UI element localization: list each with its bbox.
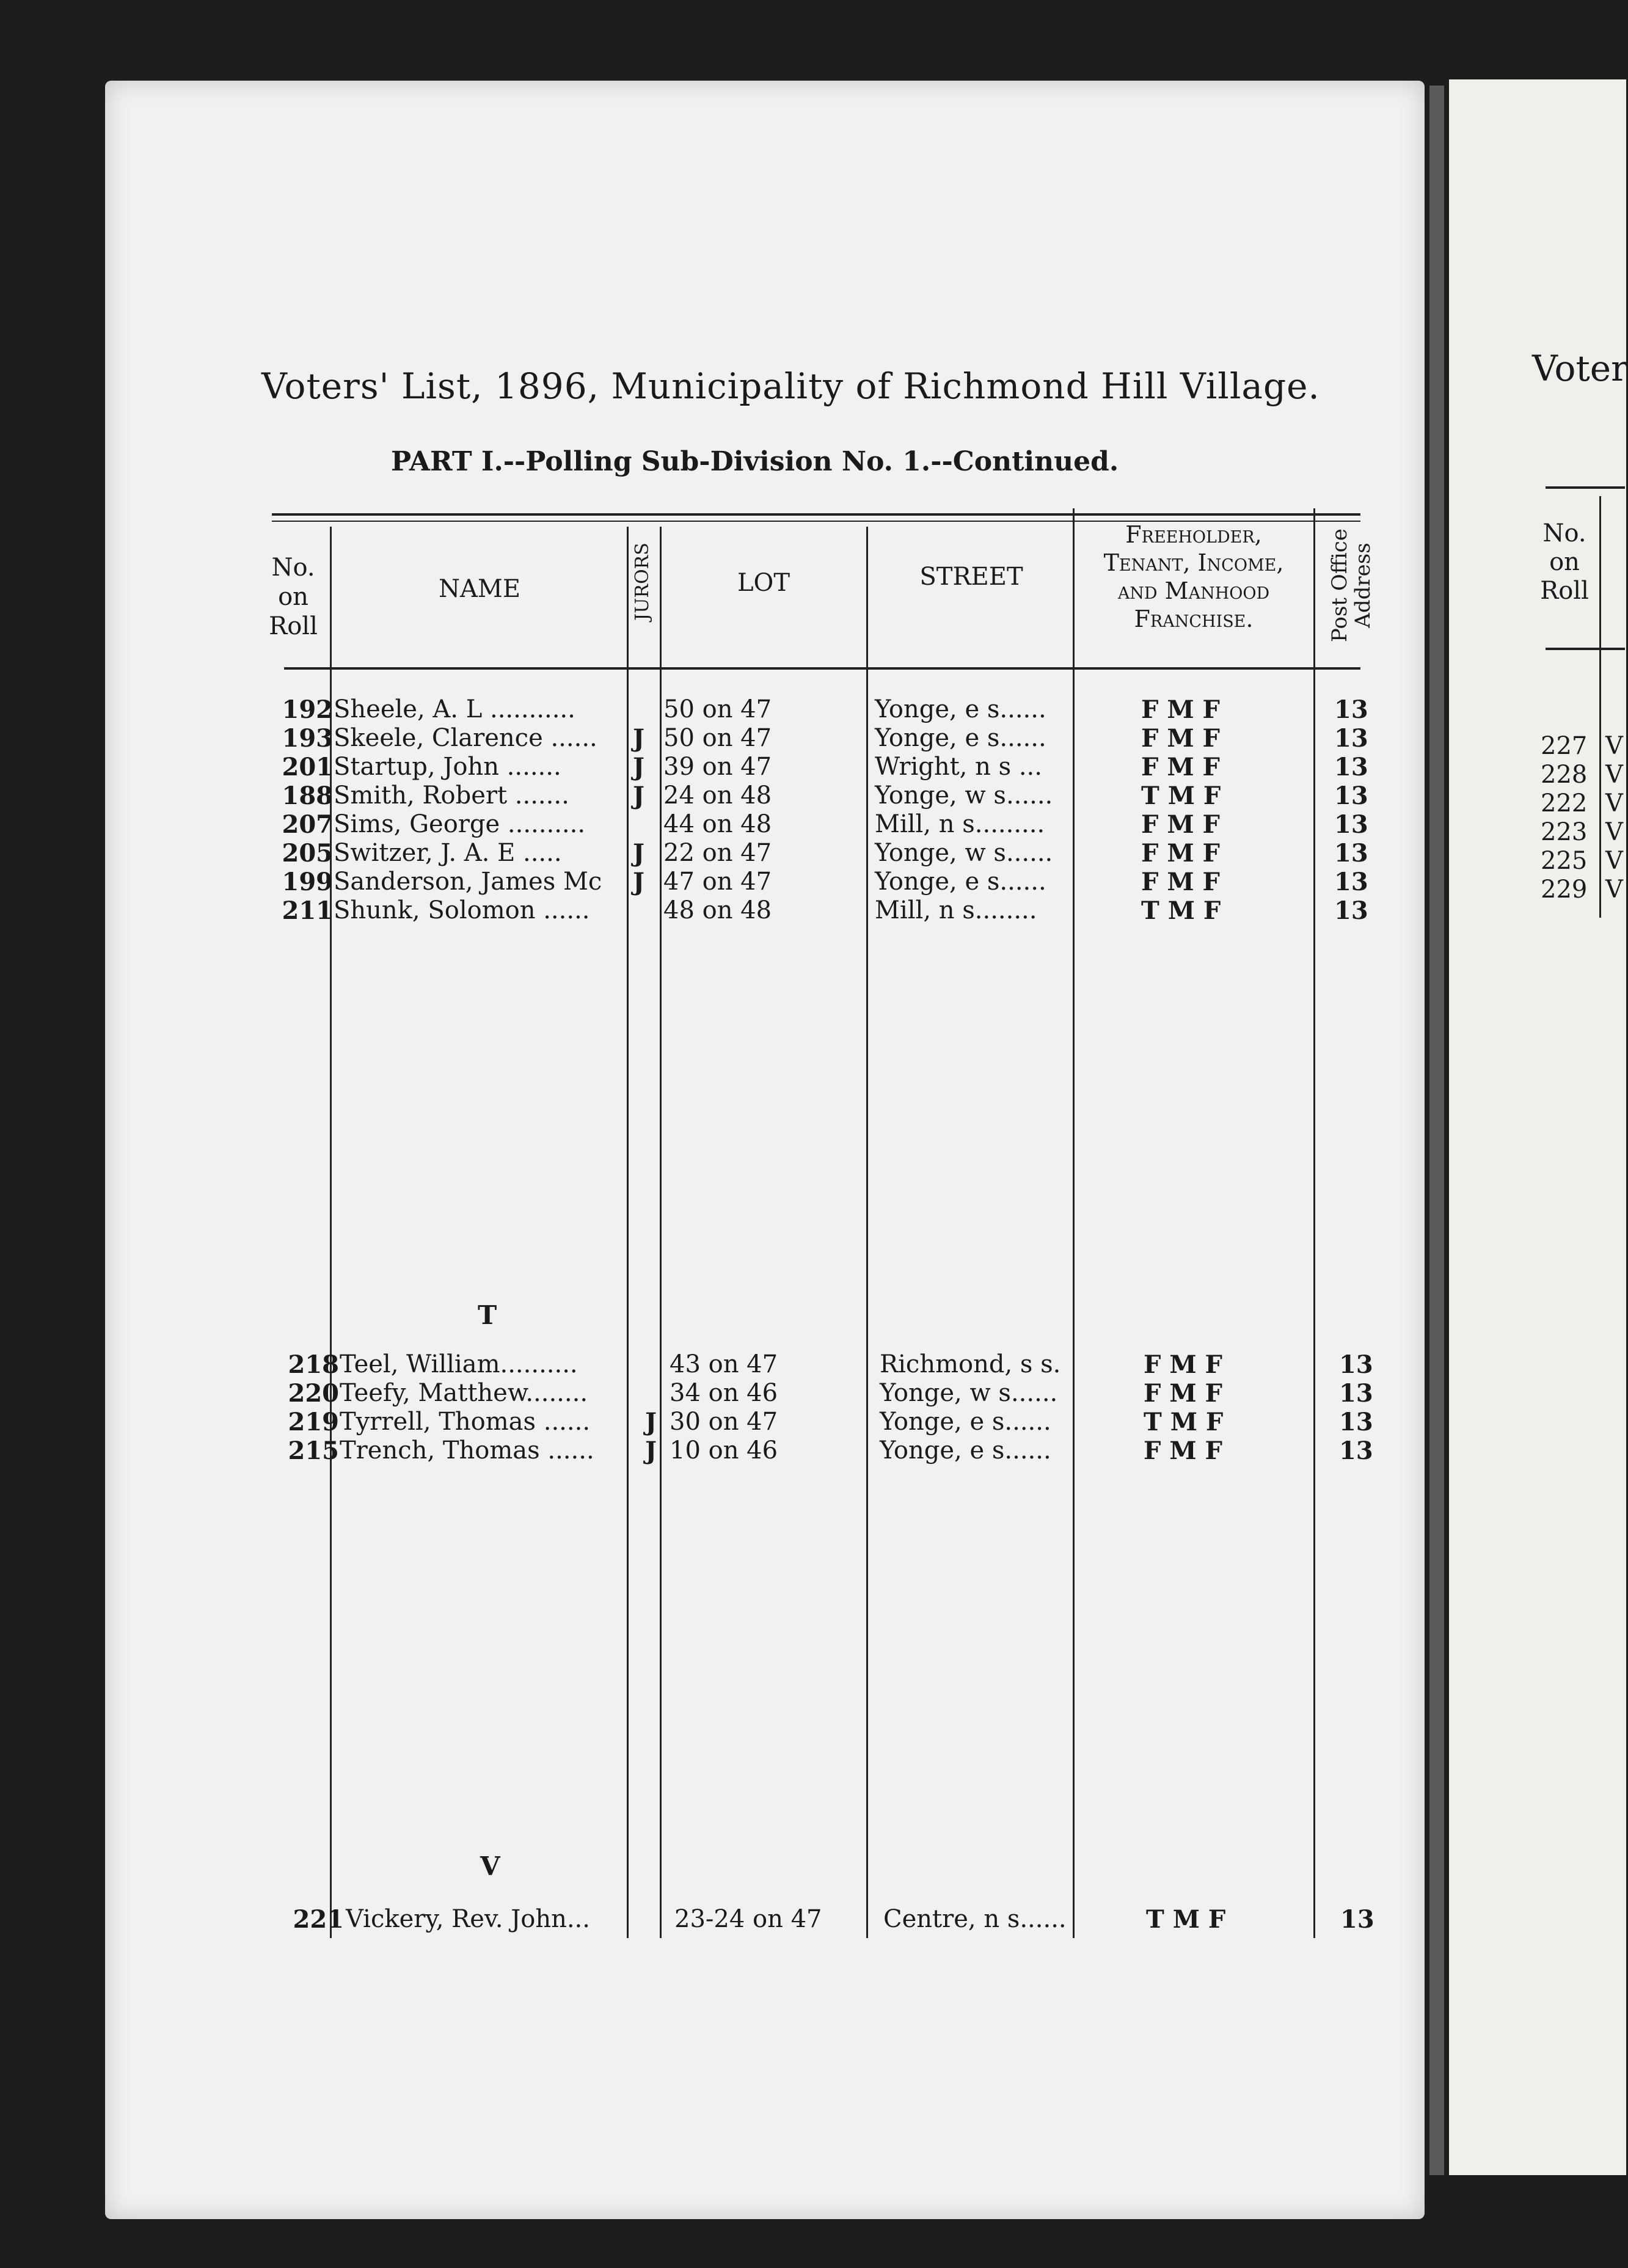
franchise: F M F [1141,753,1220,781]
header-street: STREET [919,563,1023,591]
franchise: F M F [1144,1379,1222,1408]
header-top-rule [272,513,1360,516]
lot: 48 on 48 [663,896,772,924]
franchise: F M F [1144,1350,1222,1379]
lot: 24 on 48 [663,781,772,810]
section-letter-t: T [478,1300,497,1330]
page-title: Voters' List, 1896, Municipality of Richmond Hill Village. [261,365,1320,407]
roll-number: 192 [282,695,333,724]
voter-name: Shunk, Solomon ...... [334,896,590,924]
post-office: 13 [1339,1408,1373,1436]
page-right [1449,79,1626,2175]
post-office: 13 [1334,810,1368,839]
juror-mark: J [633,753,644,781]
next-page-name-initial: V [1605,847,1623,875]
voter-name: Sanderson, James Mc [334,868,602,896]
voter-name: Tyrrell, Thomas ...... [340,1408,591,1436]
voter-name: Teefy, Matthew........ [340,1379,588,1407]
street: Yonge, w s...... [880,1379,1058,1407]
franchise: F M F [1141,724,1220,753]
street: Mill, n s......... [875,810,1045,838]
column-divider-lot [660,527,662,1938]
next-page-header-rule [1546,486,1625,489]
next-page-roll-number: 223 [1541,818,1588,846]
post-office: 13 [1339,1379,1373,1408]
franchise: T M F [1144,1408,1224,1436]
next-page-name-initial: V [1605,789,1623,818]
header-no-on-roll: No. on Roll [269,554,318,640]
roll-number: 205 [282,839,333,868]
post-office: 13 [1334,724,1368,753]
street: Wright, n s ... [875,753,1042,781]
lot: 39 on 47 [663,753,772,781]
street: Richmond, s s. [880,1350,1061,1378]
roll-number: 201 [282,753,333,781]
juror-mark: J [633,781,644,810]
roll-number: 188 [282,781,333,810]
column-divider-jurors [627,527,629,1938]
post-office: 13 [1334,753,1368,781]
next-page-name-initial: V [1605,761,1623,789]
lot: 23-24 on 47 [674,1905,822,1933]
header-jurors: JURORS [632,543,653,621]
roll-number: 220 [288,1379,339,1408]
franchise: T M F [1141,896,1221,925]
voter-name: Skeele, Clarence ...... [334,724,597,752]
lot: 22 on 47 [663,839,772,867]
header-lot: LOT [737,569,790,597]
post-office: 13 [1340,1905,1374,1934]
franchise: F M F [1141,810,1220,839]
header-bottom-rule [284,667,1360,670]
juror-mark: J [633,868,644,896]
header-post-office: Post Office Address [1327,529,1375,642]
post-office: 13 [1334,868,1368,896]
next-page-roll-number: 228 [1541,761,1588,789]
voter-name: Sheele, A. L ........... [334,695,575,723]
franchise: F M F [1144,1436,1222,1465]
lot: 47 on 47 [663,868,772,896]
lot: 34 on 46 [670,1379,778,1407]
next-page-name-initial: V [1605,818,1623,846]
franchise: F M F [1141,695,1220,724]
post-office: 13 [1334,896,1368,925]
post-office: 13 [1339,1350,1373,1379]
roll-number: 211 [282,896,333,925]
voter-name: Teel, William.......... [340,1350,578,1378]
franchise: F M F [1141,839,1220,868]
franchise: T M F [1146,1905,1226,1934]
next-page-header-bottom-rule [1546,648,1625,650]
voter-name: Smith, Robert ....... [334,781,569,810]
post-office: 13 [1334,695,1368,724]
roll-number: 219 [288,1408,339,1436]
next-page-roll-number: 227 [1541,732,1588,760]
voter-name: Trench, Thomas ...... [340,1436,594,1465]
street: Yonge, w s...... [875,839,1053,867]
voter-name: Startup, John ....... [334,753,561,781]
street: Yonge, e s...... [875,868,1046,896]
roll-number: 207 [282,810,333,839]
lot: 44 on 48 [663,810,772,838]
header-franchise: Freeholder, Tenant, Income, and Manhood Franchise. [1103,521,1284,632]
roll-number: 193 [282,724,333,753]
post-office: 13 [1339,1436,1373,1465]
voter-name: Vickery, Rev. John... [346,1905,590,1933]
street: Yonge, e s...... [880,1436,1051,1465]
next-page-roll-number: 229 [1541,876,1588,904]
next-page-header: No. on Roll [1540,519,1589,605]
next-page-name-initial: V [1605,876,1623,904]
header-name: NAME [438,575,521,603]
next-page-roll-number: 222 [1541,789,1588,818]
column-divider-street [866,527,868,1938]
voter-name: Switzer, J. A. E ..... [334,839,562,867]
street: Yonge, e s...... [875,724,1046,752]
street: Yonge, e s...... [880,1408,1051,1436]
franchise: F M F [1141,868,1220,896]
lot: 10 on 46 [670,1436,778,1465]
juror-mark: J [633,839,644,868]
column-divider-franchise [1073,508,1075,1938]
franchise: T M F [1141,781,1221,810]
page-subtitle: PART I.--Polling Sub-Division No. 1.--Continued. [391,446,1119,477]
next-page-divider [1599,496,1601,918]
juror-mark: J [645,1436,657,1465]
lot: 50 on 47 [663,695,772,723]
lot: 30 on 47 [670,1408,778,1436]
next-page-roll-number: 225 [1541,847,1588,875]
street: Yonge, e s...... [875,695,1046,723]
next-page-title-fragment: Voter [1532,348,1628,389]
roll-number: 221 [293,1905,344,1934]
juror-mark: J [633,724,644,753]
street: Centre, n s...... [883,1905,1067,1933]
street: Yonge, w s...... [875,781,1053,810]
roll-number: 199 [282,868,333,896]
next-page-name-initial: V [1605,732,1623,760]
roll-number: 215 [288,1436,339,1465]
voter-name: Sims, George .......... [334,810,586,838]
lot: 50 on 47 [663,724,772,752]
post-office: 13 [1334,839,1368,868]
roll-number: 218 [288,1350,339,1379]
book-spine [1429,86,1444,2175]
street: Mill, n s........ [875,896,1037,924]
column-divider-post-office [1313,508,1315,1938]
post-office: 13 [1334,781,1368,810]
section-letter-v: V [480,1851,500,1881]
juror-mark: J [645,1408,657,1436]
lot: 43 on 47 [670,1350,778,1378]
